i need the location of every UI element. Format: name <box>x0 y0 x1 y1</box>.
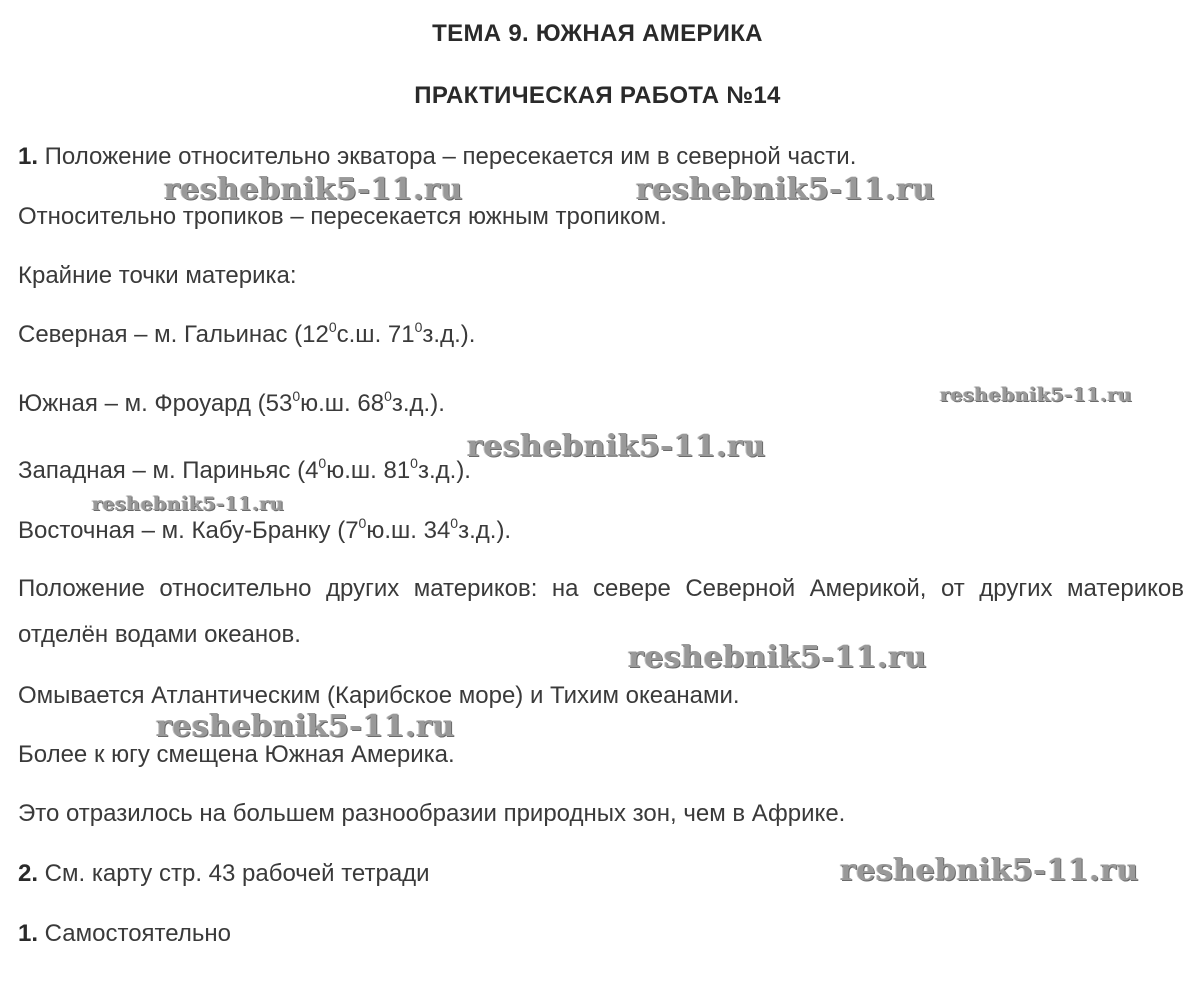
extreme-points-title: Крайние точки материка: <box>18 262 297 289</box>
west-pre: Западная – м. Париньяс (4 <box>18 457 319 484</box>
east-mid: ю.ш. 34 <box>366 517 451 544</box>
work-heading: ПРАКТИЧЕСКАЯ РАБОТА №14 <box>414 82 781 109</box>
watermark: reshebnik5-11.ru <box>628 640 927 675</box>
watermark: reshebnik5-11.ru <box>156 709 455 744</box>
watermark: reshebnik5-11.ru <box>840 853 1139 888</box>
map-text: См. карту стр. 43 рабочей тетради <box>38 860 430 887</box>
south-pre: Южная – м. Фроуард (53 <box>18 390 293 417</box>
paragraph-tropics: Относительно тропиков – пересекается южным тропиком. <box>18 203 667 230</box>
south-mid: ю.ш. 68 <box>300 390 385 417</box>
watermark: reshebnik5-11.ru <box>92 493 285 515</box>
watermark: reshebnik5-11.ru <box>940 384 1133 406</box>
paragraph-map <box>18 860 430 888</box>
east-point <box>18 517 511 545</box>
item-number: 2. <box>18 860 39 887</box>
west-mid: ю.ш. 81 <box>326 457 411 484</box>
watermark: reshebnik5-11.ru <box>164 172 463 207</box>
equator-text: Положение относительно экватора – пересекается им в северной части. <box>38 143 857 170</box>
north-point <box>18 321 475 349</box>
topic-heading: ТЕМА 9. ЮЖНАЯ АМЕРИКА <box>432 20 763 47</box>
east-pre: Восточная – м. Кабу-Бранку (7 <box>18 517 359 544</box>
north-post: з.д.). <box>422 321 476 348</box>
degree-sign: 0 <box>384 388 392 404</box>
paragraph-oceans: Омывается Атлантическим (Карибское море) и Тихим океанами. <box>18 682 740 709</box>
north-pre: Северная – м. Гальинас (12 <box>18 321 329 348</box>
degree-sign: 0 <box>414 319 423 335</box>
watermark: reshebnik5-11.ru <box>636 172 935 207</box>
degree-sign: 0 <box>450 515 459 531</box>
paragraph-equator <box>18 143 856 171</box>
south-post: з.д.). <box>391 390 445 417</box>
degree-sign: 0 <box>358 515 367 531</box>
paragraph-effect: Это отразилось на большем разнообразии природных зон, чем в Африке. <box>18 800 846 827</box>
item-number: 1. <box>18 143 39 170</box>
watermark: reshebnik5-11.ru <box>467 429 766 464</box>
self-text: Самостоятельно <box>38 920 231 947</box>
paragraph-continents: Положение относительно других материков: на севере Северной Америкой, от других материков отделён водами океанов. <box>18 575 1184 648</box>
degree-sign: 0 <box>328 319 337 335</box>
west-point <box>18 457 471 485</box>
degree-sign: 0 <box>292 388 301 404</box>
north-mid: с.ш. 71 <box>336 321 415 348</box>
paragraph-self <box>18 920 231 948</box>
degree-sign: 0 <box>318 455 327 471</box>
west-post: з.д.). <box>417 457 471 484</box>
degree-sign: 0 <box>410 455 418 471</box>
paragraph-south-shift: Более к югу смещена Южная Америка. <box>18 741 455 768</box>
south-point <box>18 390 445 418</box>
east-post: з.д.). <box>458 517 512 544</box>
item-number: 1. <box>18 920 39 947</box>
